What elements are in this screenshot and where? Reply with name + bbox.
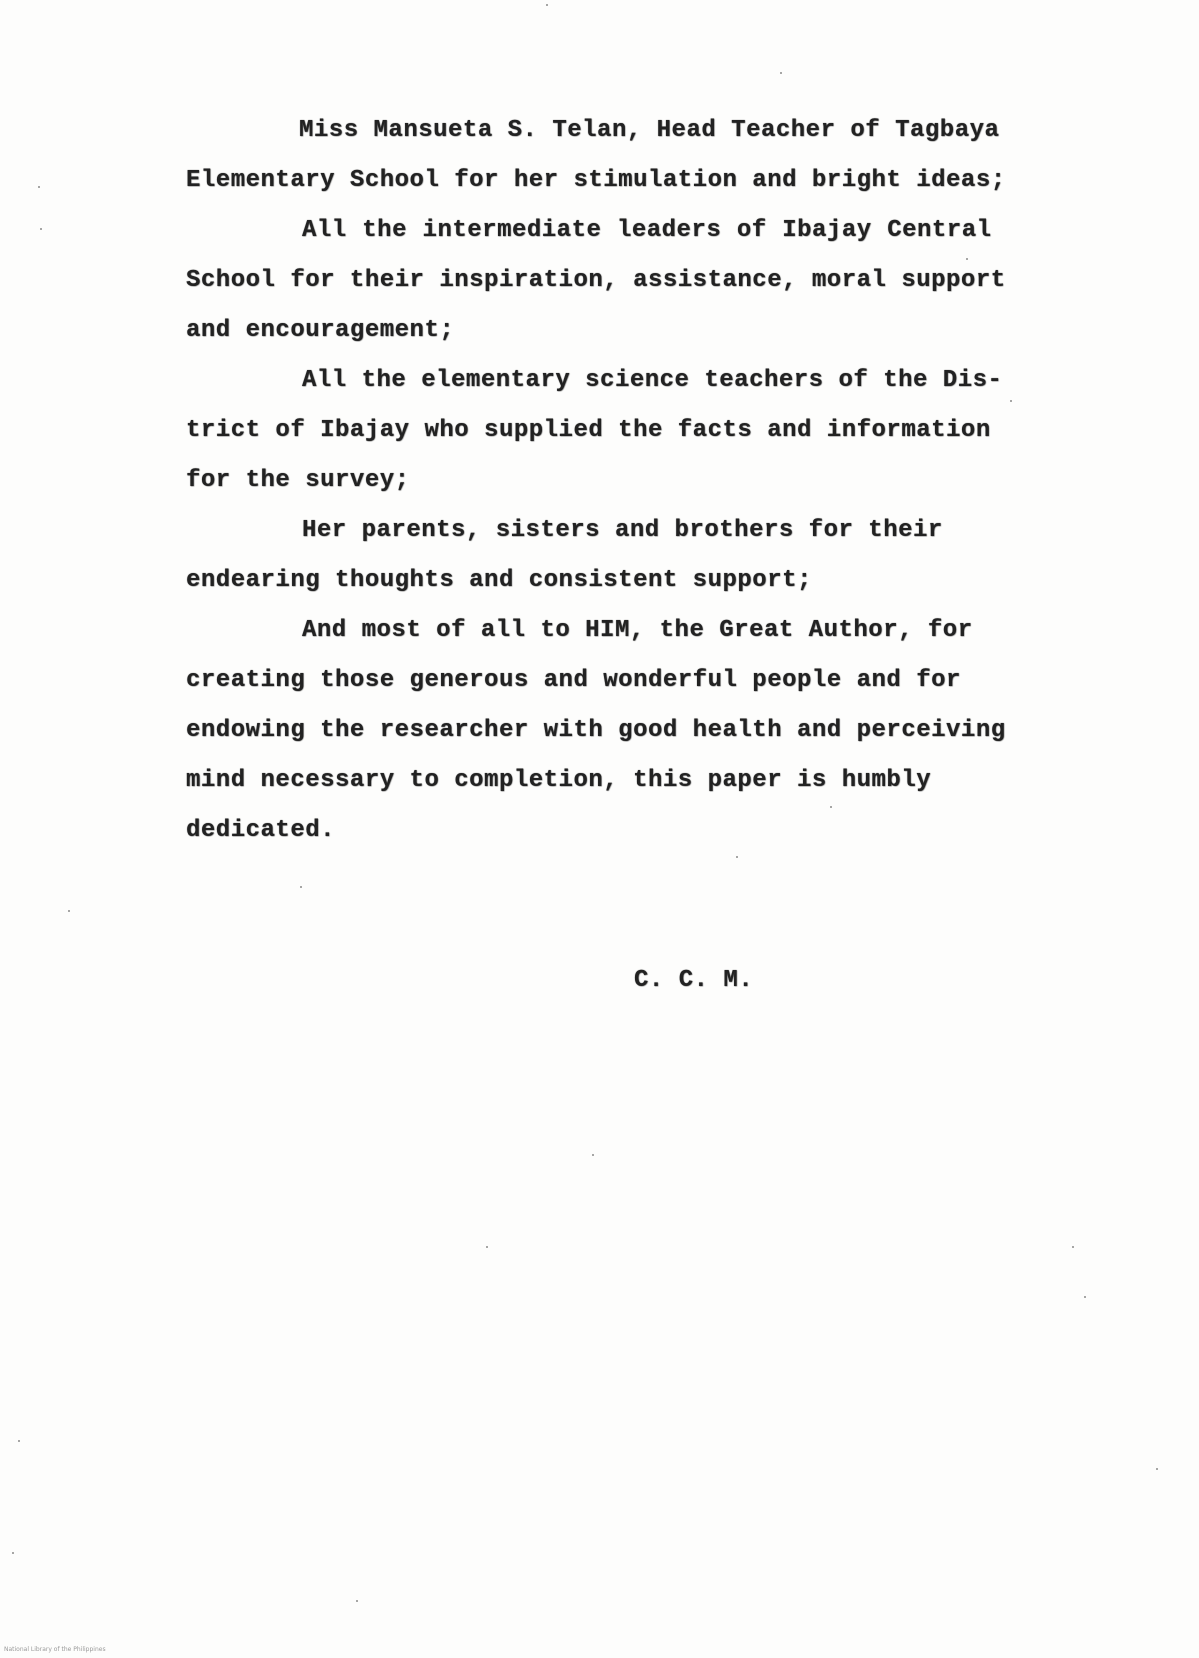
scan-speck [38,186,40,188]
text-line: for the survey; [186,467,410,494]
text-line: mind necessary to completion, this paper is humbly [186,767,932,794]
text-line: dedicated. [186,817,336,844]
text-line: All the elementary science teachers of the Dis- [302,367,1003,394]
scan-speck [40,228,42,230]
scan-speck [546,4,548,6]
scan-speck [592,1154,594,1156]
scan-speck [486,1246,488,1248]
scan-speck [356,1600,358,1602]
scan-speck [1156,1468,1158,1470]
text-line: endowing the researcher with good health and perceiving [186,717,1006,744]
text-line: trict of Ibajay who supplied the facts and information [186,417,991,444]
signature-initials: C. C. M. [634,967,754,994]
text-line: Miss Mansueta S. Telan, Head Teacher of Tagbaya [299,117,1000,144]
scan-speck [18,1440,20,1442]
scan-speck [1084,1296,1086,1298]
scan-speck [1072,1246,1074,1248]
scan-speck [300,886,302,888]
scan-speck [966,258,968,260]
text-line: And most of all to HIM, the Great Author, for [302,617,973,644]
text-line: creating those generous and wonderful people and for [186,667,961,694]
scan-footer-text: National Library of the Philippines [4,1646,106,1653]
text-line: and encouragement; [186,317,455,344]
text-line: School for their inspiration, assistance, moral support [186,267,1006,294]
scan-speck [830,806,832,808]
scan-speck [12,1552,14,1554]
text-line: Her parents, sisters and brothers for their [302,517,943,544]
text-line: Elementary School for her stimulation and bright ideas; [186,167,1006,194]
scan-speck [1010,400,1012,402]
scan-speck [736,856,738,858]
scan-speck [780,72,782,74]
text-line: All the intermediate leaders of Ibajay Central [302,217,992,244]
scan-speck [68,910,70,912]
text-line: endearing thoughts and consistent support; [186,567,812,594]
